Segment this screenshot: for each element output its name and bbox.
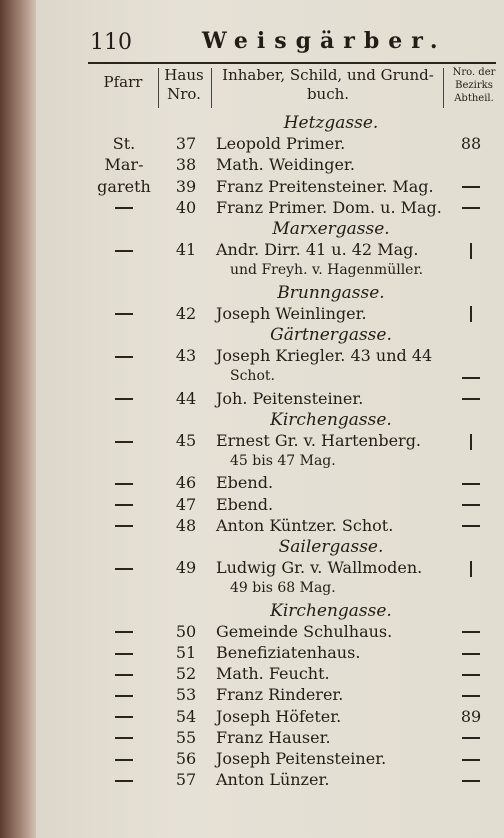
pfarr-ditto-mark [95,430,153,452]
header-rule [88,62,496,64]
table-row [0,388,504,410]
house-number: 56 [175,749,197,768]
street-heading: Kirchengasse. [270,409,392,430]
table-row [0,303,504,325]
bezirk-mark [450,303,492,325]
house-number: 42 [175,303,197,323]
street-heading: Hetzgasse. [283,113,379,133]
dash-mark [462,377,480,379]
pfarr-ditto-mark [95,621,153,643]
table-row [0,239,504,261]
owner-name: Math. Feucht. [216,664,330,684]
bezirk-mark [450,366,492,388]
dash-mark [462,780,480,782]
pfarr-ditto-mark [95,748,153,770]
dash-mark [462,207,480,209]
dash-mark [115,737,133,739]
table-row [0,430,504,452]
dash-mark [115,525,133,527]
dash-mark [462,525,480,527]
pfarr-ditto-mark [95,642,153,664]
page-number: 110 [90,30,132,55]
tally-mark [470,561,472,577]
dash-mark [462,483,480,485]
owner-name: Joseph Höfeter. [216,706,342,726]
dash-mark [462,504,480,506]
owner-name: Joseph Weinlinger. [216,303,367,323]
dash-mark [115,250,133,252]
pfarr-ditto-mark [95,494,153,516]
owner-name: Franz Preitensteiner. Mag. [216,176,434,196]
bezirk-mark [450,388,492,410]
entry-continuation: 49 bis 68 Mag. [230,580,336,597]
table-row [0,642,504,664]
bezirk-mark [450,239,492,261]
dash-mark [462,759,480,761]
street-heading: Brunngasse. [277,282,385,303]
pfarr-ditto-mark [95,515,153,537]
table-row [0,684,504,706]
house-number: 44 [175,388,197,408]
pfarr-ditto-mark [95,472,153,494]
house-number: 57 [175,770,197,790]
entry-continuation: Schot. [230,368,275,385]
table-row [0,472,504,494]
table-row [0,345,504,367]
house-number: 38 [175,155,197,175]
dash-mark [115,568,133,570]
house-number: 52 [175,664,197,684]
house-number: 48 [175,515,197,535]
pfarr-ditto-mark [95,303,153,325]
bezirk-mark [450,727,492,749]
owner-name: Ludwig Gr. v. Wallmoden. [216,558,423,578]
street-heading: Gärtnergasse. [270,325,392,345]
pfarr-ditto-mark [95,239,153,261]
bezirk-mark [450,769,492,791]
dash-mark [462,674,480,676]
table-row [0,197,504,219]
column-header-inhaber: Inhaber, Schild, und Grund-buch. [222,66,434,103]
owner-name: Joseph Peitensteiner. [216,749,387,768]
table-row [0,154,504,176]
house-number: 54 [175,706,197,726]
dash-mark [115,504,133,506]
dash-mark [462,631,480,633]
pfarr-cell: gareth [97,176,151,196]
table-row [0,515,504,537]
continuation-mark-row [0,366,504,388]
owner-name: Ernest Gr. v. Hartenberg. [216,431,422,450]
bezirk-mark: 88 [460,134,482,154]
column-divider [211,68,212,108]
house-number: 49 [175,558,197,578]
dash-mark [115,441,133,443]
pfarr-ditto-mark [95,769,153,791]
dash-mark [115,780,133,782]
house-number: 55 [175,727,197,747]
entry-continuation: 45 bis 47 Mag. [230,453,336,470]
pfarr-ditto-mark [95,345,153,367]
house-number: 43 [175,346,197,366]
bezirk-mark [450,515,492,537]
tally-mark [470,306,472,322]
table-row [0,748,504,770]
table-row [0,706,504,728]
house-number: 53 [175,685,197,705]
dash-mark [115,653,133,655]
tally-mark [470,243,472,259]
pfarr-cell: Mar- [104,155,144,175]
column-divider [443,68,444,108]
owner-name: Ebend. [216,494,274,514]
bezirk-mark: 89 [460,706,482,726]
column-header-pfarr: Pfarr [103,73,143,91]
table-row [0,769,504,791]
dash-mark [462,653,480,655]
dash-mark [115,631,133,633]
owner-name: Anton Küntzer. Schot. [216,515,394,535]
bezirk-mark [450,176,492,198]
column-header-haus-nro: Haus Nro. [164,66,204,103]
house-number: 47 [175,494,197,514]
dash-mark [115,674,133,676]
dash-mark [115,716,133,718]
house-number: 50 [175,621,197,641]
owner-name: Franz Primer. Dom. u. Mag. [216,197,442,217]
bezirk-mark [450,197,492,219]
house-number: 37 [175,134,197,154]
dash-mark [115,207,133,209]
table-row [0,557,504,579]
house-number: 45 [175,431,197,450]
dash-mark [115,356,133,358]
street-heading: Sailergasse. [278,537,384,557]
bezirk-mark [450,494,492,516]
table-row [0,133,504,155]
pfarr-ditto-mark [95,727,153,749]
bezirk-mark [450,684,492,706]
pfarr-ditto-mark [95,388,153,410]
house-number: 39 [175,176,197,196]
dash-mark [462,737,480,739]
column-header-bezirk: Nro. der Bezirks Abtheil. [452,67,496,104]
table-row [0,727,504,749]
dash-mark [462,398,480,400]
pfarr-ditto-mark [95,706,153,728]
dash-mark [115,759,133,761]
bezirk-mark [450,663,492,685]
owner-name: Anton Lünzer. [216,770,330,790]
owner-name: Joseph Kriegler. 43 und 44 [216,346,433,366]
house-number: 46 [175,473,197,493]
owner-name: Math. Weidinger. [216,155,355,175]
entry-continuation: und Freyh. v. Hagenmüller. [230,262,424,279]
street-heading: Kirchengasse. [270,600,392,621]
house-number: 51 [175,643,197,662]
pfarr-cell: St. [112,134,136,154]
dash-mark [115,695,133,697]
bezirk-mark [450,748,492,770]
dash-mark [462,186,480,188]
table-row [0,176,504,198]
bezirk-mark [450,621,492,643]
owner-name: Franz Rinderer. [216,685,344,705]
house-number: 41 [175,240,197,260]
table-row [0,663,504,685]
bezirk-mark [450,472,492,494]
running-title: Weisgärber. [202,28,447,54]
bezirk-mark [450,430,492,452]
owner-name: Franz Hauser. [216,727,331,747]
owner-name: Leopold Primer. [216,134,346,154]
dash-mark [115,313,133,315]
owner-name: Benefiziatenhaus. [216,643,361,662]
table-row [0,494,504,516]
house-number: 40 [175,197,197,217]
owner-name: Gemeinde Schulhaus. [216,621,393,641]
owner-name: Andr. Dirr. 41 u. 42 Mag. [216,240,419,260]
dash-mark [462,695,480,697]
page-header [90,28,495,58]
table-row [0,621,504,643]
owner-name: Joh. Peitensteiner. [216,388,364,408]
pfarr-ditto-mark [95,557,153,579]
pfarr-ditto-mark [95,197,153,219]
dash-mark [115,398,133,400]
bezirk-mark [450,642,492,664]
pfarr-ditto-mark [95,684,153,706]
street-heading: Marxergasse. [272,219,390,239]
pfarr-ditto-mark [95,663,153,685]
column-divider [158,68,159,108]
dash-mark [115,483,133,485]
owner-name: Ebend. [216,473,274,493]
bezirk-mark [450,557,492,579]
tally-mark [470,434,472,450]
